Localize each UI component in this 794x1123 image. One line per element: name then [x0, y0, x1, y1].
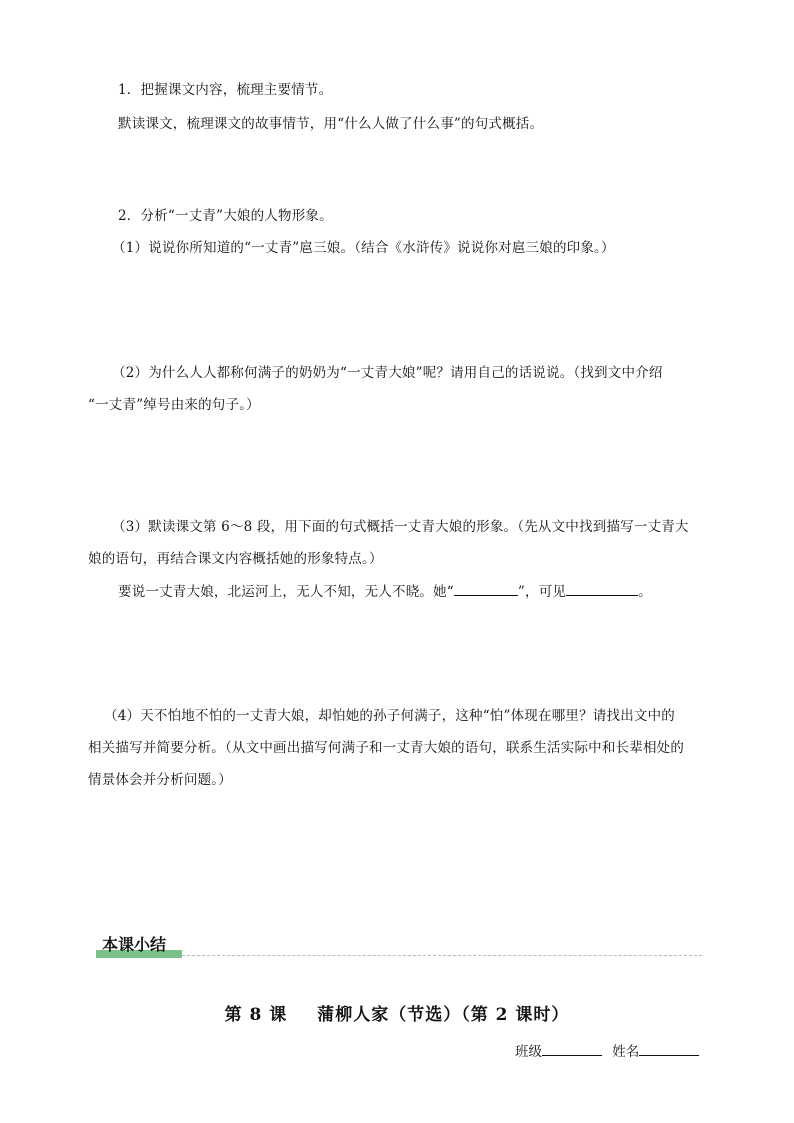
q2-part3-fill-sentence: [118, 581, 652, 602]
q2-title: 2．分析“一丈青”大娘的人物形象。: [118, 208, 333, 224]
fill-text-1: 要说一丈青大娘，北运河上，无人不知，无人不晓。她“: [118, 584, 454, 600]
q2-part1: （1）说说你所知道的“一丈青”扈三娘。（结合《水浒传》说说你对扈三娘的印象。）: [112, 240, 615, 256]
fill-blank-2[interactable]: [566, 581, 638, 596]
class-blank[interactable]: [542, 1041, 602, 1056]
q2-part2-line1: （2）为什么人人都称何满子的奶奶为“一丈青大娘”呢？请用自己的话说说。（找到文中介绍: [112, 365, 663, 381]
q1-title: 1．把握课文内容，梳理主要情节。: [118, 82, 333, 98]
q2-part4-line2: 相关描写并简要分析。（从文中画出描写何满子和一丈青大娘的语句，联系生活实际中和长辈相处的: [88, 740, 685, 756]
student-info: [515, 1040, 699, 1060]
fill-text-3: 。: [638, 584, 652, 600]
lesson-number: 第 8 课: [224, 1005, 288, 1025]
fill-text-2: ”，可见: [517, 584, 567, 600]
summary-header-text: 本课小结: [102, 935, 167, 954]
class-label: 班级: [515, 1044, 542, 1060]
q2-part3-line2: 娘的语句，再结合课文内容概括她的形象特点。）: [88, 551, 383, 567]
lesson-name: 蒲柳人家（节选）（第 2 课时）: [317, 1005, 570, 1025]
q2-part4-line1: （4）天不怕地不怕的一丈青大娘，却怕她的孙子何满子，这种“怕”体现在哪里？请找出文中的: [104, 708, 675, 724]
q2-part3-line1: （3）默读课文第 6～8 段，用下面的句式概括一丈青大娘的形象。（先从文中找到描写一丈青大: [112, 519, 689, 535]
q2-part2-line2: “一丈青”绰号由来的句子。）: [88, 397, 260, 413]
name-blank[interactable]: [639, 1041, 699, 1056]
summary-section-header: [96, 930, 606, 960]
q2-part4-line3: 情景体会并分析问题。）: [88, 772, 232, 788]
name-label: 姓名: [612, 1044, 640, 1060]
lesson-title: [0, 1000, 794, 1025]
fill-blank-1[interactable]: [454, 581, 518, 596]
q1-body: 默读课文，梳理课文的故事情节，用“什么人做了什么事”的句式概括。: [118, 116, 544, 132]
header-divider: [182, 955, 702, 956]
